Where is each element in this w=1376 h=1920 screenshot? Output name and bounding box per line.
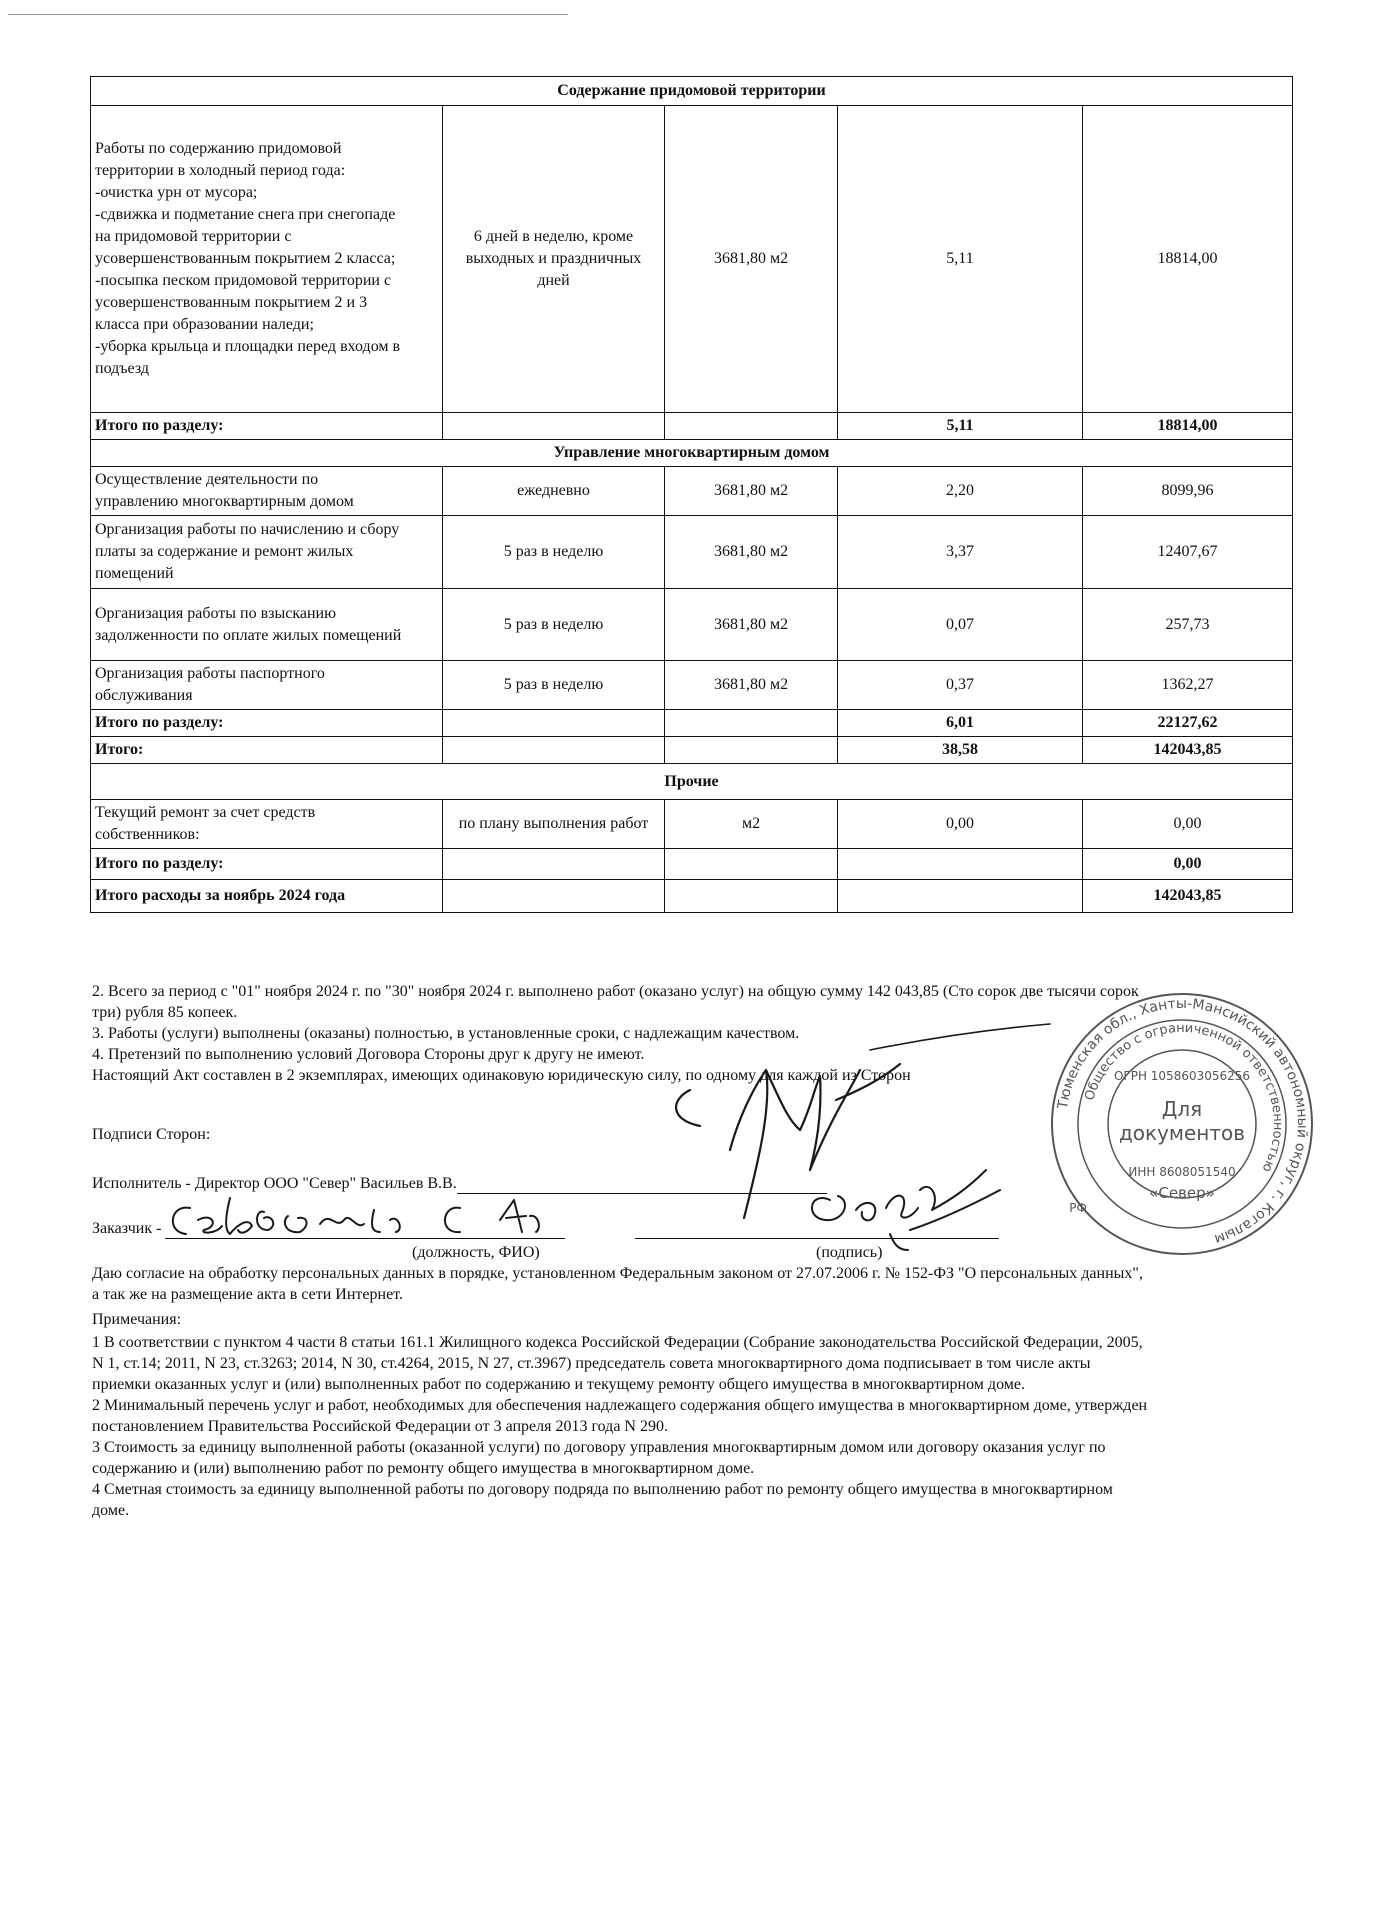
signature-caption: (подпись) [816, 1244, 883, 1261]
unit-rate: 0,37 [838, 661, 1083, 710]
work-frequency: ежедневно [443, 467, 665, 516]
customer-label: Заказчик - [92, 1220, 162, 1237]
table-row [91, 800, 1293, 849]
stamp-center-text: Для [1161, 1097, 1203, 1121]
work-area: 3681,80 м2 [665, 589, 838, 661]
empty-cell [443, 849, 665, 880]
total-label: Итого по разделу: [91, 710, 443, 737]
empty-cell [665, 849, 838, 880]
statement-line: 4. Претензий по выполнению условий Договора Стороны друг к другу не имеют. [92, 1046, 645, 1063]
work-description: Осуществление деятельности по управлению многоквартирным домом [91, 467, 443, 516]
consent-line: Даю согласие на обработку персональных данных в порядке, установленном Федеральным законом от 27.07.2006 г. № 152-ФЗ "О персональных данных", [92, 1265, 1143, 1282]
expenses-label: Итого расходы за ноябрь 2024 года [91, 880, 443, 913]
total-rate: 6,01 [838, 710, 1083, 737]
grand-total-rate: 38,58 [838, 737, 1083, 764]
empty-cell [443, 413, 665, 440]
row-sum: 12407,67 [1083, 516, 1293, 589]
work-frequency: 5 раз в неделю [443, 661, 665, 710]
grand-total-sum: 142043,85 [1083, 737, 1293, 764]
table-row [91, 467, 1293, 516]
note-line: N 1, ст.14; 2011, N 23, ст.3263; 2014, N 30, ст.4264, 2015, N 27, ст.3967) председатель совета многоквартирного дома подписывает в том числе акты [92, 1355, 1091, 1372]
row-sum: 8099,96 [1083, 467, 1293, 516]
unit-rate: 5,11 [838, 106, 1083, 413]
expenses-sum: 142043,85 [1083, 880, 1293, 913]
note-line: содержанию и (или) выполнению работ по ремонту общего имущества в многоквартирном доме. [92, 1460, 755, 1477]
work-description: Организация работы по взысканию задолженности по оплате жилых помещений [91, 589, 443, 661]
section-header-row [91, 77, 1293, 106]
table-row [91, 516, 1293, 589]
section-header-row [91, 440, 1293, 467]
statement-line: три) рубля 85 копеек. [92, 1004, 238, 1021]
stamp-country-text: РФ [1069, 1201, 1087, 1215]
section-total-row [91, 849, 1293, 880]
stamp-name-text: «Север» [1149, 1184, 1215, 1202]
unit-rate: 3,37 [838, 516, 1083, 589]
row-sum: 257,73 [1083, 589, 1293, 661]
grand-total-label: Итого: [91, 737, 443, 764]
work-description: Работы по содержанию придомовой территории в холодный период года: -очистка урн от мусора; -сдвижка и подметание снега при снегопаде на придомовой территории с усовершенствованным покрытием 2 класса; -посыпка песком придомовой территории с усовершенствованным покрытием 2 и 3 класса при образовании наледи; -уборка крыльца и площадки перед входом в подъезд [91, 106, 443, 413]
note-line: доме. [92, 1502, 130, 1519]
stamp-outer-ring-text: Тюменская обл., Ханты-Мансийский автономный округ, г. Когалым [1054, 995, 1311, 1248]
work-frequency: 6 дней в неделю, кроме выходных и праздничных дней [443, 106, 665, 413]
note-line: 3 Стоимость за единицу выполненной работы (оказанной услуги) по договору управления многоквартирным домом или договору оказания услуг по [92, 1439, 1106, 1456]
work-area: 3681,80 м2 [665, 661, 838, 710]
grand-total-row [91, 737, 1293, 764]
work-frequency: по плану выполнения работ [443, 800, 665, 849]
section-total-row [91, 710, 1293, 737]
consent-text [92, 1263, 1282, 1305]
empty-cell [665, 880, 838, 913]
table-row [91, 106, 1293, 413]
work-description: Текущий ремонт за счет средств собственников: [91, 800, 443, 849]
total-sum: 18814,00 [1083, 413, 1293, 440]
empty-cell [665, 413, 838, 440]
work-description: Организация работы паспортного обслуживания [91, 661, 443, 710]
row-sum: 1362,27 [1083, 661, 1293, 710]
notes-heading: Примечания: [92, 1311, 182, 1328]
empty-cell [838, 849, 1083, 880]
unit-rate: 0,00 [838, 800, 1083, 849]
pen-stroke [860, 1020, 1060, 1060]
table-row [91, 661, 1293, 710]
signatures-heading: Подписи Сторон: [92, 1126, 211, 1143]
total-sum: 22127,62 [1083, 710, 1293, 737]
work-area: 3681,80 м2 [665, 516, 838, 589]
table-row [91, 589, 1293, 661]
section-header-row [91, 764, 1293, 800]
section-title: Содержание придомовой территории [91, 77, 1293, 106]
statement-line: Настоящий Акт составлен в 2 экземплярах, имеющих одинаковую юридическую силу, по одному для каждой из Сторон [92, 1067, 911, 1084]
row-sum: 18814,00 [1083, 106, 1293, 413]
section-total-row [91, 413, 1293, 440]
stamp-inn-text: ИНН 8608051540 [1128, 1165, 1236, 1179]
empty-cell [443, 880, 665, 913]
stamp-center-text: документов [1118, 1121, 1246, 1145]
empty-cell [443, 710, 665, 737]
unit-rate: 0,07 [838, 589, 1083, 661]
work-area: 3681,80 м2 [665, 467, 838, 516]
note-line: 4 Сметная стоимость за единицу выполненной работы по договору подряда по выполнению работ по ремонту общего имущества в многоквартирном [92, 1481, 1113, 1498]
expenses-total-row [91, 880, 1293, 913]
services-table [90, 76, 1293, 913]
unit-rate: 2,20 [838, 467, 1083, 516]
row-sum: 0,00 [1083, 800, 1293, 849]
work-frequency: 5 раз в неделю [443, 516, 665, 589]
statement-line: 3. Работы (услуги) выполнены (оказаны) полностью, в установленные сроки, с надлежащим качеством. [92, 1025, 800, 1042]
work-frequency: 5 раз в неделю [443, 589, 665, 661]
statement-line: 2. Всего за период с "01" ноября 2024 г. по "30" ноября 2024 г. выполнено работ (оказано услуг) на общую сумму 142 043,85 (Сто сорок две тысячи сорок [92, 983, 1139, 1000]
notes-list [92, 1332, 1282, 1521]
position-caption: (должность, ФИО) [412, 1244, 540, 1261]
work-area: 3681,80 м2 [665, 106, 838, 413]
work-area: м2 [665, 800, 838, 849]
stamp-ogrn-text: ОГРН 1058603056256 [1113, 1069, 1251, 1083]
consent-line: а так же на размещение акта в сети Интернет. [92, 1286, 403, 1303]
section-title: Прочие [91, 764, 1293, 800]
handwritten-customer-name [160, 1190, 580, 1250]
empty-cell [838, 880, 1083, 913]
note-line: постановлением Правительства Российской Федерации от 3 апреля 2013 года N 290. [92, 1418, 668, 1435]
total-label: Итого по разделу: [91, 413, 443, 440]
organization-stamp [1048, 990, 1316, 1258]
customer-signature [790, 1150, 1020, 1260]
note-line: 1 В соответствии с пунктом 4 части 8 статьи 161.1 Жилищного кодекса Российской Федерации (Собрание законодательства Российской Федерации, 2005, [92, 1334, 1143, 1351]
total-label: Итого по разделу: [91, 849, 443, 880]
empty-cell [443, 737, 665, 764]
note-line: 2 Минимальный перечень услуг и работ, необходимых для обеспечения надлежащего содержания общего имущества в многоквартирном доме, утвержден [92, 1397, 1148, 1414]
section-title: Управление многоквартирным домом [91, 440, 1293, 467]
total-sum: 0,00 [1083, 849, 1293, 880]
scan-edge-line [8, 14, 568, 15]
stamp-inner-ring-text: Общество с ограниченной ответственностью [1082, 1020, 1286, 1175]
executor-label: Исполнитель - Директор ООО "Север" Васильев В.В. [92, 1175, 457, 1192]
total-rate: 5,11 [838, 413, 1083, 440]
empty-cell [665, 737, 838, 764]
empty-cell [665, 710, 838, 737]
note-line: приемки оказанных услуг и (или) выполненных работ по содержанию и текущему ремонту общего имущества в многоквартирном доме. [92, 1376, 1025, 1393]
work-description: Организация работы по начислению и сбору платы за содержание и ремонт жилых помещений [91, 516, 443, 589]
